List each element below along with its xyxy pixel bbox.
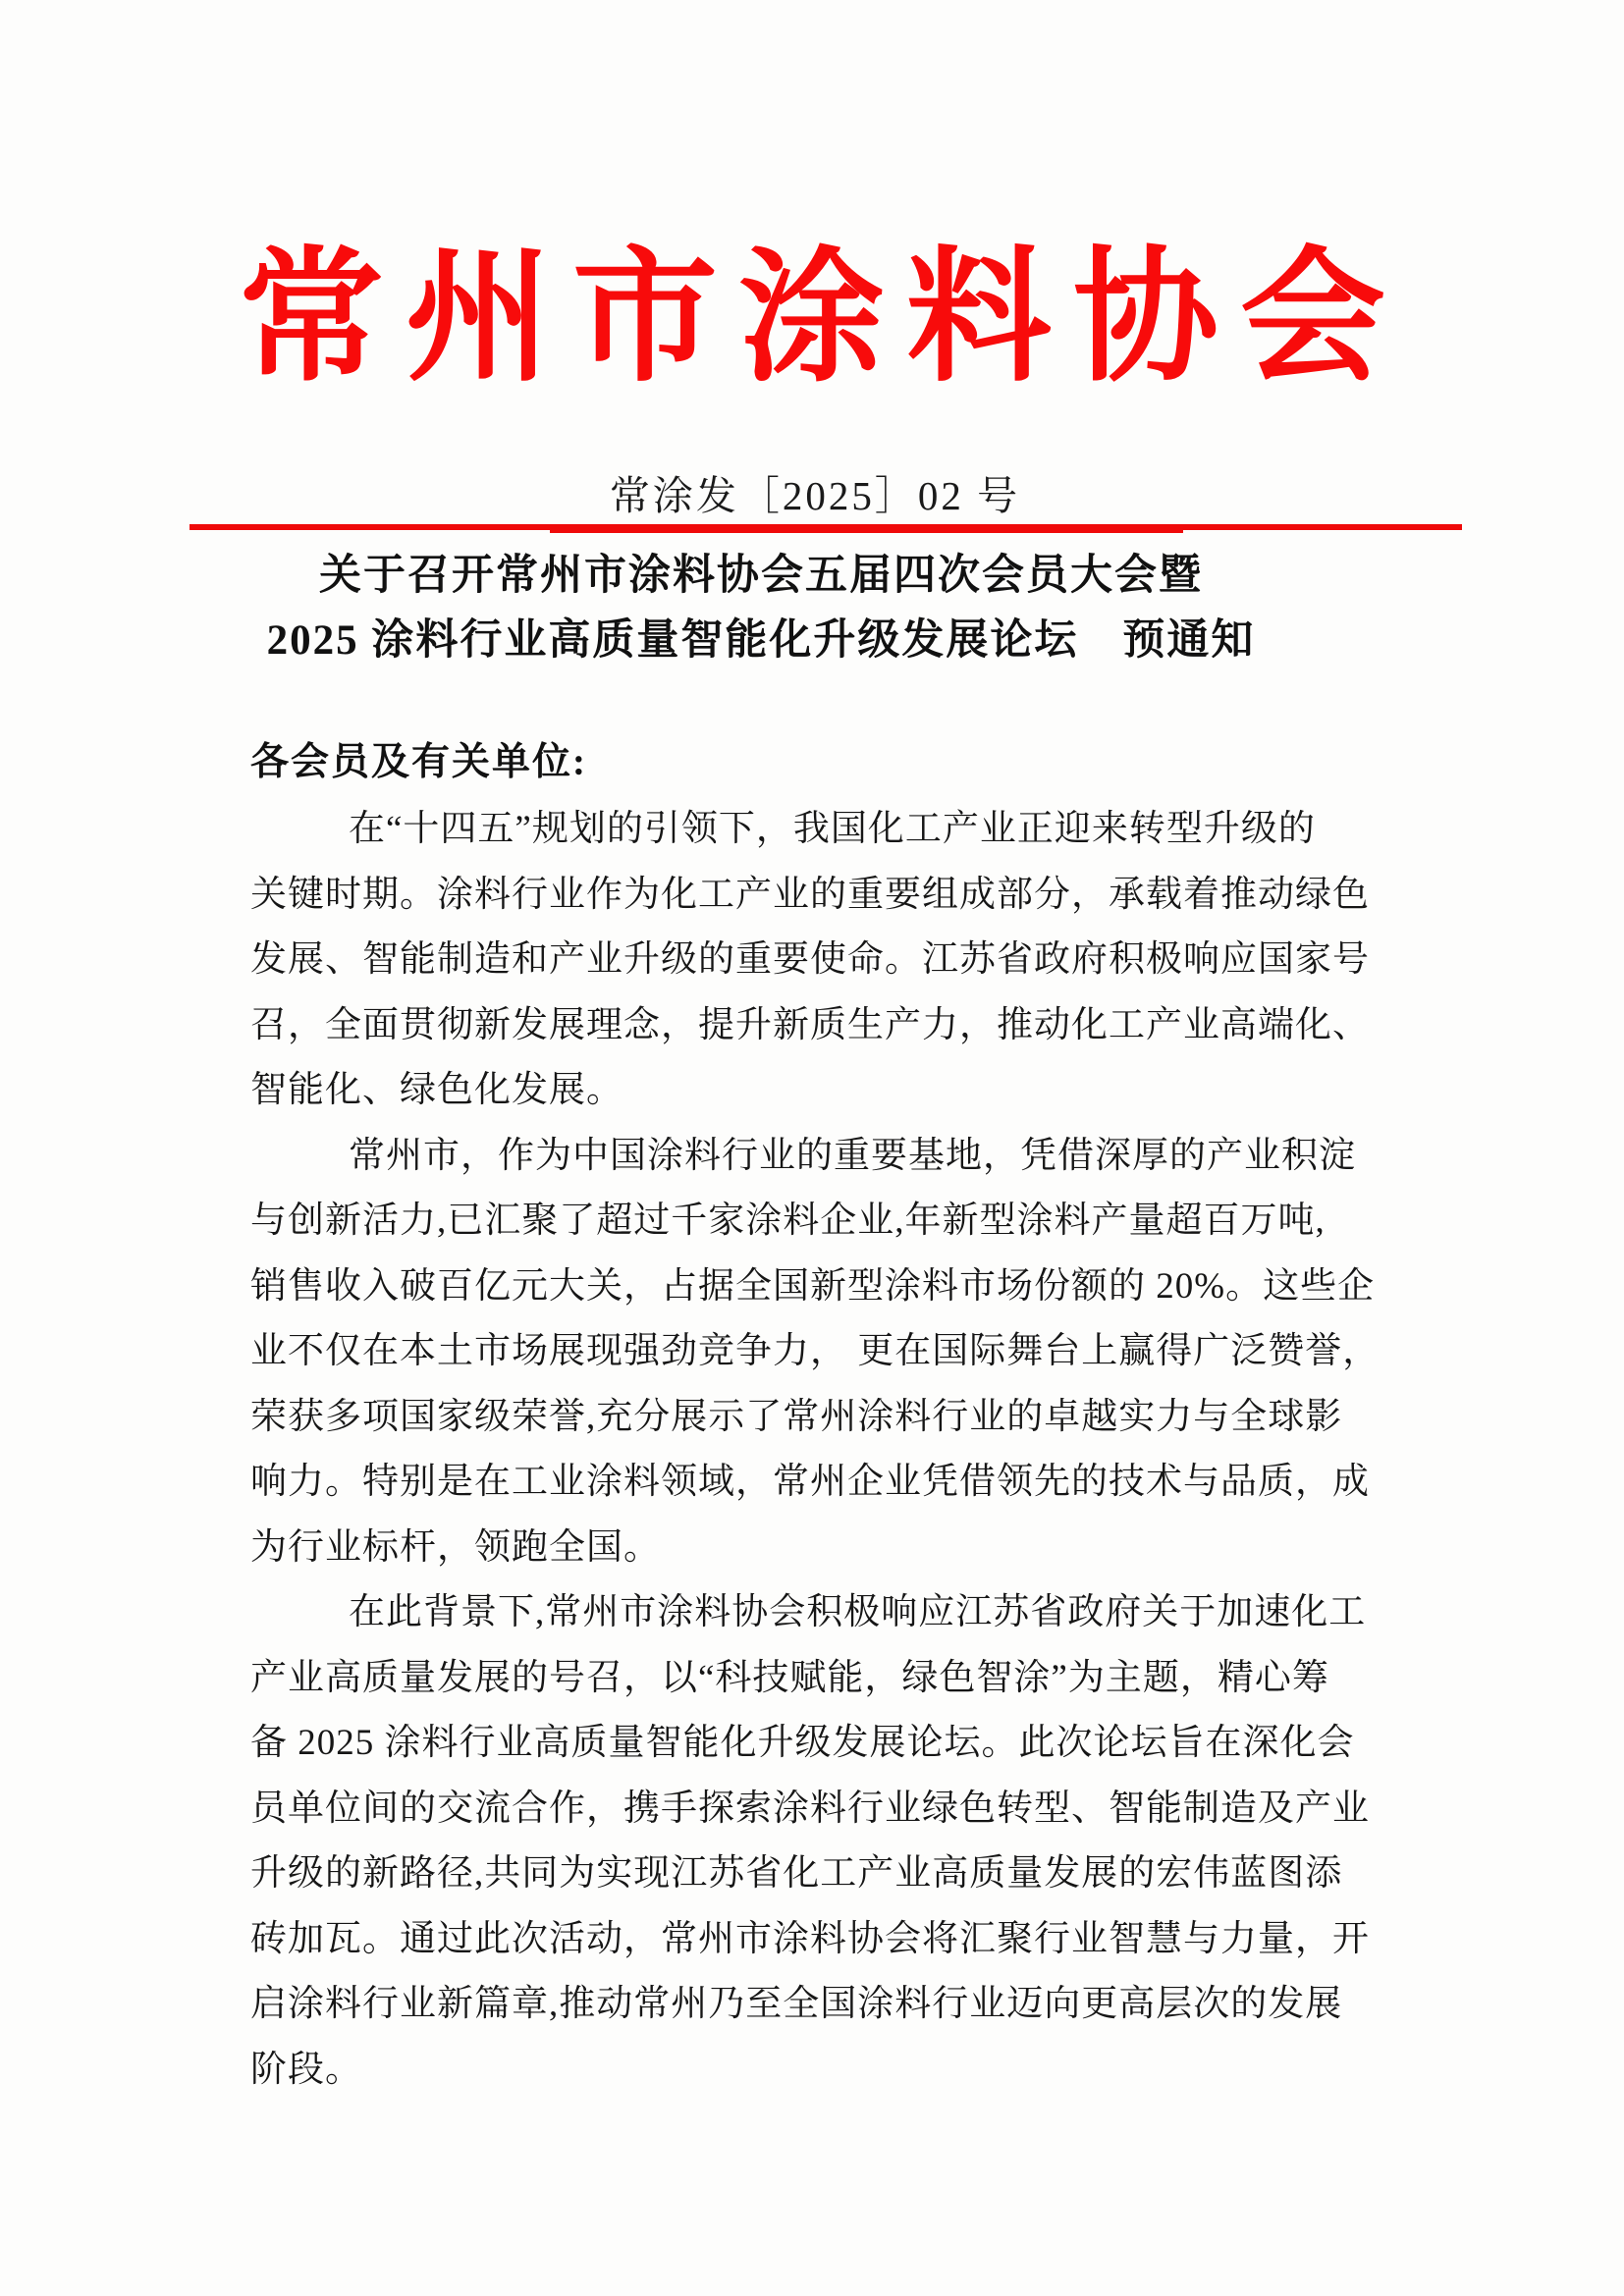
body-line: 为行业标杆，领跑全国。 xyxy=(250,1526,661,1568)
notice-title-line-1: 关于召开常州市涂料协会五届四次会员大会暨 xyxy=(319,553,1203,599)
body-line: 与创新活力,已汇聚了超过千家涂料企业,年新型涂料产量超百万吨, xyxy=(250,1201,1326,1241)
body-line: 发展、智能制造和产业升级的重要使命。江苏省政府积极响应国家号 xyxy=(250,939,1370,980)
body-line: 砖加瓦。通过此次活动，常州市涂料协会将汇聚行业智慧与力量，开 xyxy=(250,1918,1370,1959)
red-divider-line-overlap xyxy=(550,528,1183,533)
body-text xyxy=(250,797,1380,2103)
org-title: 常州市涂料协会 xyxy=(239,239,1407,400)
body-line: 销售收入破百亿元大关，占据全国新型涂料市场份额的 20%。这些企 xyxy=(250,1265,1376,1307)
body-line: 启涂料行业新篇章,推动常州乃至全国涂料行业迈向更高层次的发展 xyxy=(250,1984,1343,2024)
salutation: 各会员及有关单位: xyxy=(250,741,587,783)
body-line: 在“十四五”规划的引领下，我国化工产业正迎来转型升级的 xyxy=(349,809,1316,849)
body-line: 备 2025 涂料行业高质量智能化升级发展论坛。此次论坛旨在深化会 xyxy=(250,1723,1355,1763)
body-line: 业不仅在本土市场展现强劲竞争力， 更在国际舞台上赢得广泛赞誉， xyxy=(250,1331,1380,1371)
body-line: 召，全面贯彻新发展理念，提升新质生产力，推动化工产业高端化、 xyxy=(250,1004,1370,1045)
body-line: 常州市，作为中国涂料行业的重要基地，凭借深厚的产业积淀 xyxy=(349,1135,1356,1176)
body-line: 阶段。 xyxy=(250,2049,362,2090)
doc-number: 常涂发［2025］02 号 xyxy=(609,473,1021,518)
body-line: 响力。特别是在工业涂料领域，常州企业凭借领先的技术与品质，成 xyxy=(250,1462,1370,1502)
body-line: 员单位间的交流合作，携手探索涂料行业绿色转型、智能制造及产业 xyxy=(250,1788,1370,1829)
body-line: 关键时期。涂料行业作为化工产业的重要组成部分，承载着推动绿色 xyxy=(250,874,1370,915)
body-line: 产业高质量发展的号召，以“科技赋能，绿色智涂”为主题，精心筹 xyxy=(250,1657,1329,1698)
body-line: 荣获多项国家级荣誉,充分展示了常州涂料行业的卓越实力与全球影 xyxy=(250,1396,1343,1437)
body-line: 智能化、绿色化发展。 xyxy=(250,1070,623,1110)
notice-title-line-2: 2025 涂料行业高质量智能化升级发展论坛 预通知 xyxy=(266,617,1256,664)
body-line: 升级的新路径,共同为实现江苏省化工产业高质量发展的宏伟蓝图添 xyxy=(250,1853,1343,1894)
body-line: 在此背景下,常州市涂料协会积极响应江苏省政府关于加速化工 xyxy=(349,1592,1367,1632)
